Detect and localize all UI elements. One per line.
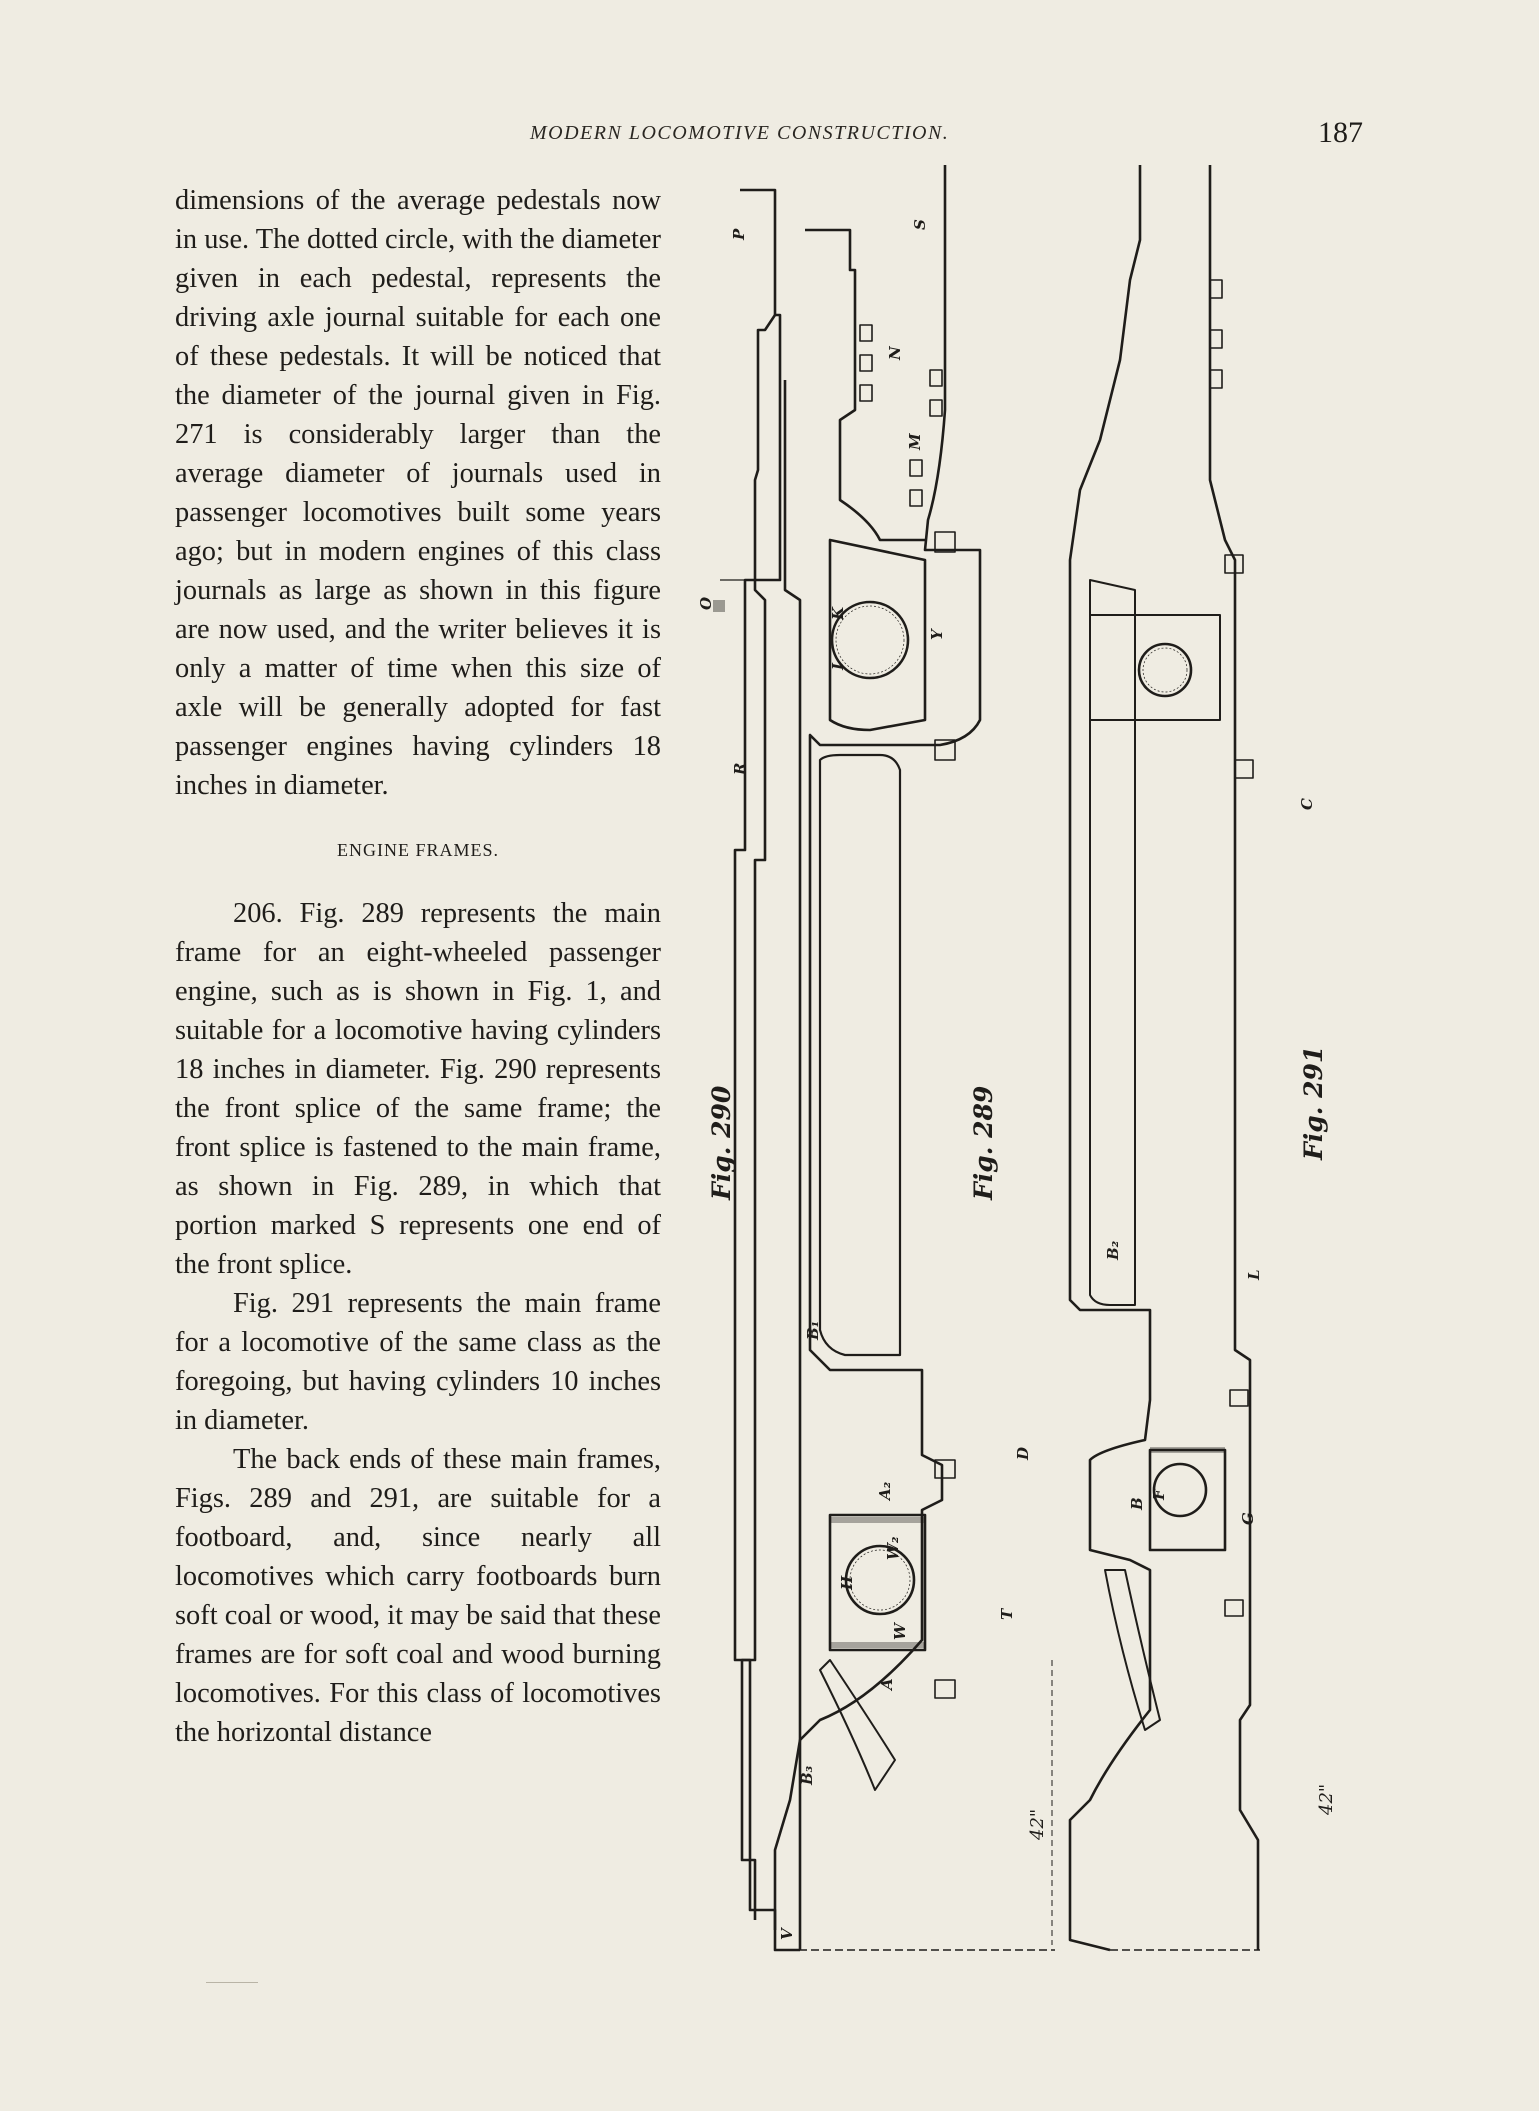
part-letter: M [906, 433, 924, 450]
part-letter: F [1150, 1489, 1168, 1500]
part-letter: R [731, 762, 749, 775]
part-letter: A [878, 1678, 896, 1690]
part-letter: N [886, 346, 904, 360]
part-letter: C [1298, 798, 1316, 810]
part-letter: A₂ [876, 1481, 894, 1500]
part-letter: B₁ [804, 1320, 822, 1340]
part-letter: B₂ [1104, 1240, 1122, 1260]
page-number: 187 [1318, 116, 1363, 149]
part-letter: B [1128, 1497, 1146, 1510]
part-letter: I [829, 662, 847, 670]
fig-291-label: Fig. 291 [1299, 1045, 1328, 1160]
fig-289-label: Fig. 289 [969, 1085, 998, 1200]
part-letter: L [1245, 1269, 1263, 1280]
fig-290-label: Fig. 290 [707, 1085, 736, 1200]
paragraph-fig-291: Fig. 291 represents the main frame for a locomotive of the same class as the foregoing, but having cylinders 10 inches in diameter. [175, 1288, 661, 1436]
part-letter: B₃ [798, 1765, 816, 1785]
part-letter: Y [928, 629, 946, 640]
fig-290-front-splice [713, 190, 800, 1950]
part-letter: S [911, 219, 929, 230]
text-column [175, 181, 661, 1752]
part-letter: V [778, 1928, 796, 1940]
part-letter: W₂ [884, 1536, 902, 1560]
part-letter: K [829, 606, 847, 620]
part-letter: D [1014, 1446, 1032, 1460]
part-letter: W [891, 1623, 909, 1640]
fig-291-main-frame [1070, 165, 1260, 1950]
dimension-42-fig-289: 42" [1027, 1808, 1048, 1840]
part-letter: P [730, 228, 748, 240]
dimension-42-fig-291: 42" [1316, 1783, 1337, 1815]
running-head: MODERN LOCOMOTIVE CONSTRUCTION. [530, 122, 950, 144]
part-letter: T [998, 1608, 1016, 1620]
part-letter: O [697, 596, 715, 610]
frame-drawings [680, 160, 1360, 1970]
bottom-rule [206, 1982, 258, 1983]
part-letter: G [1239, 1512, 1257, 1525]
engine-frame-figures [680, 160, 1360, 1970]
part-letter: H [838, 1575, 856, 1590]
section-heading: ENGINE FRAMES. [336, 840, 499, 860]
part-letter-markers [697, 219, 1316, 1940]
paragraph-continued: dimensions of the average pedestals now in use. The dotted circle, with the diameter given in each pedestal, represents the driving axle journal suitable for each one of these pedestals. It will be noticed that the diameter of the journal given in Fig. 271 is considerably larger than the average diameter of journals used in passenger locomotives built some years ago; but in modern engines of this class journals as large as shown in this figure are now used, and the writer believes it is only a matter of time when this size of axle will be generally adopted for fast passenger engines having cylinders 18 inches in diameter. [175, 185, 661, 801]
paragraph-206: 206. Fig. 289 represents the main frame for an eight-wheeled passenger engine, such as is shown in Fig. 1, and suitable for a locomotive having cylinders 18 inches in diameter. Fig. 290 represents the front splice of the same frame; the front splice is fastened to the main frame, as shown in Fig. 289, in which that portion marked S represents one end of the front splice. [175, 898, 661, 1280]
paragraph-back-ends: The back ends of these main frames, Figs. 289 and 291, are suitable for a footboard, and, since nearly all locomotives which carry footboards burn soft coal or wood, it may be said that these frames are for soft coal and wood burning locomotives. For this class of locomotives the horizontal distance [175, 1444, 661, 1748]
fig-289-main-frame [775, 165, 1055, 1950]
